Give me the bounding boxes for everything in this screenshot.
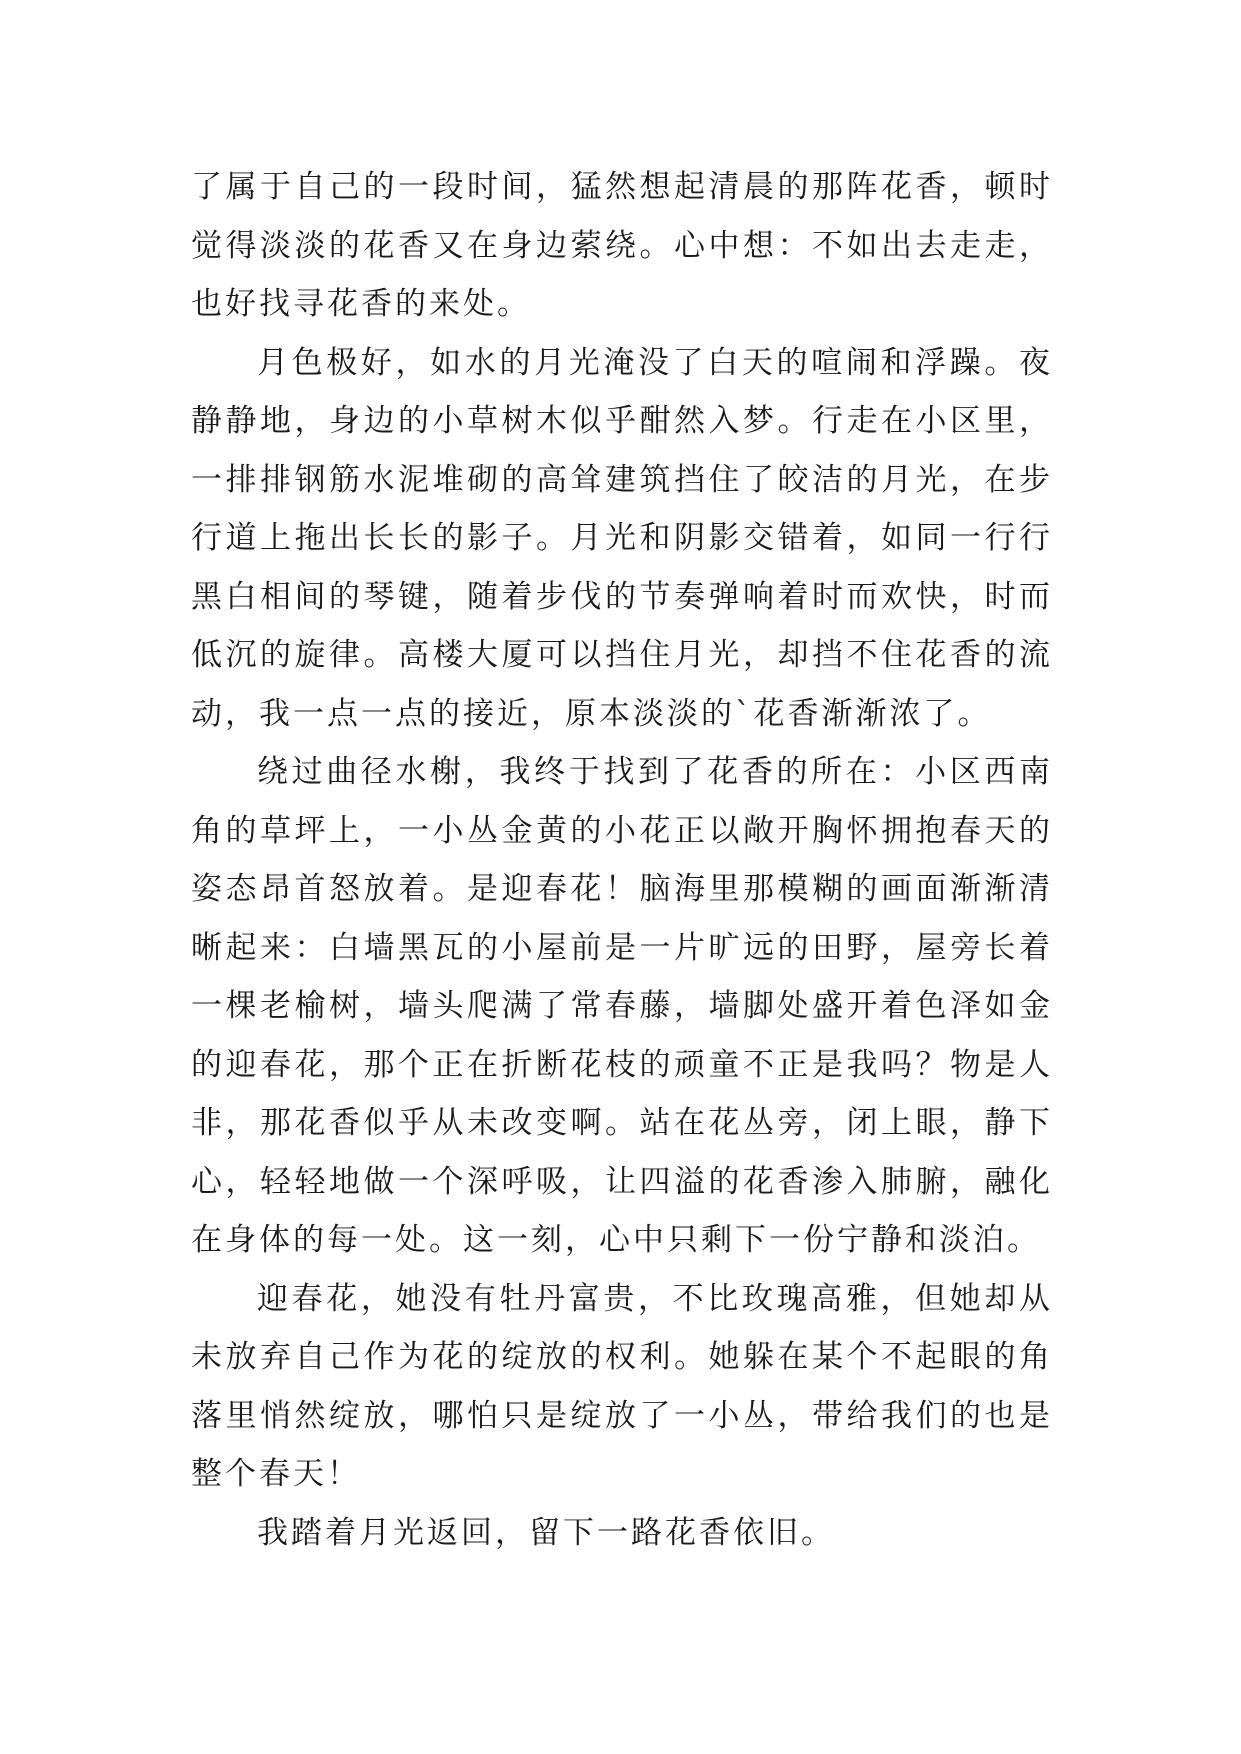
article-body xyxy=(191,158,1053,1562)
paragraph-3: 绕过曲径水榭，我终于找到了花香的所在：小区西南角的草坪上，一小丛金黄的小花正以敞开胸怀拥抱春天的姿态昂首怒放着。是迎春花！脑海里那模糊的画面渐渐清晰起来：白墙黑瓦的小屋前是一片旷远的田野，屋旁长着一棵老榆树，墙头爬满了常春藤，墙脚处盛开着色泽如金的迎春花，那个正在折断花枝的顽童不正是我吗？物是人非，那花香似乎从未改变啊。站在花丛旁，闭上眼，静下心，轻轻地做一个深呼吸，让四溢的花香渗入肺腑，融化在身体的每一处。这一刻，心中只剩下一份宁静和淡泊。 xyxy=(191,754,1053,1258)
paragraph-1: 了属于自己的一段时间，猛然想起清晨的那阵花香，顿时觉得淡淡的花香又在身边萦绕。心中想：不如出去走走，也好找寻花香的来处。 xyxy=(191,169,1053,322)
paragraph-2: 月色极好，如水的月光淹没了白天的喧闹和浮躁。夜静静地，身边的小草树木似乎酣然入梦。行走在小区里，一排排钢筋水泥堆砌的高耸建筑挡住了皎洁的月光，在步行道上拖出长长的影子。月光和阴影交错着，如同一行行黑白相间的琴键，随着步伐的节奏弹响着时而欢快，时而低沉的旋律。高楼大厦可以挡住月光，却挡不住花香的流动，我一点一点的接近，原本淡淡的`花香渐渐浓了。 xyxy=(191,344,1053,732)
paragraph-4: 迎春花，她没有牡丹富贵，不比玫瑰高雅，但她却从未放弃自己作为花的绽放的权利。她躲在某个不起眼的角落里悄然绽放，哪怕只是绽放了一小丛，带给我们的也是整个春天！ xyxy=(191,1280,1053,1492)
paragraph-5: 我踏着月光返回，留下一路花香依旧。 xyxy=(257,1514,835,1551)
